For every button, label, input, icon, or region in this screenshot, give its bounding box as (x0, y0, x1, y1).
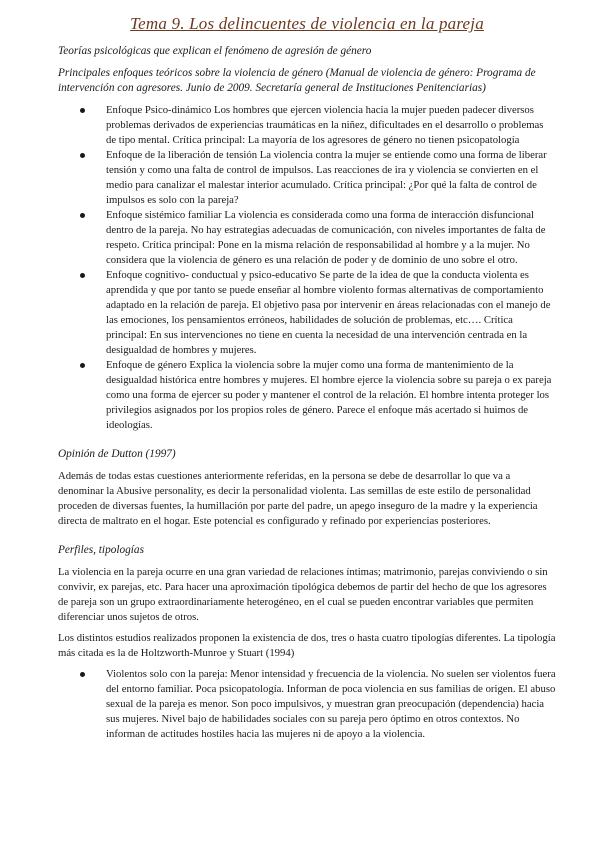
bullet-icon (80, 672, 85, 677)
bullet-icon (80, 363, 85, 368)
list-item: Enfoque sistémico familiar La violencia es considerada como una forma de interacción disfuncional dentro de la pareja. No hay estrategias adecuadas de comunicación, con niveles importantes de falta de respeto. Crítica principal: Pone en la misma relación de responsabilidad al hombre y a la mujer. No considera que la violencia de género es una relación de poder y de dominio de uno sobre el otro. (106, 208, 556, 268)
list-item: Enfoque cognitivo- conductual y psico-educativo Se parte de la idea de que la conducta violenta es aprendida y que por tanto se puede enseñar al hombre violento formas alternativas de comportamiento adaptado en la relación de pareja. El objetivo pasa por intervenir en áreas relacionadas con el manejo de las emociones, los pensamientos erróneos, habilidades de solución de problemas, etc…. Crítica principal: En sus intervenciones no tiene en cuenta la necesidad de una intervención centrada en la desigualdad de hombres y mujeres. (106, 268, 556, 358)
list-item: Enfoque de género Explica la violencia sobre la mujer como una forma de mantenimiento de la desigualdad histórica entre hombres y mujeres. El hombre ejerce la violencia sobre su pareja o ex pareja como una forma de ejercer su poder y mantener el control de la relación. El hombre intenta proteger los privilegios asignados por los propios roles de género. Parece el enfoque más acertado si huimos de ideologías. (106, 358, 556, 433)
profiles-heading: Perfiles, tipologías (58, 544, 144, 556)
bullet-icon (80, 273, 85, 278)
profiles-paragraph-2: Los distintos estudios realizados proponen la existencia de dos, tres o hasta cuatro tipologías diferentes. La tipología más citada es la de Holtzworth-Munroe y Stuart (1994) (58, 632, 556, 659)
page-title: Tema 9. Los delincuentes de violencia en la pareja (130, 14, 484, 33)
dutton-paragraph: Además de todas estas cuestiones anteriormente referidas, en la persona se debe de desarrollar lo que va a denominar la Abusive personality, es decir la personalidad violenta. Las semillas de este estilo de personalidad proceden de diversas fuentes, la humillación por parte del padre, un apego inseguro de la madre y la experiencia directa de maltrato en el hogar. Este potencial es configurado y refinado por experiencias posteriores. (58, 470, 538, 527)
source-heading: Principales enfoques teóricos sobre la violencia de género (Manual de violencia de género: Programa de intervención con agresores. Junio de 2009. Secretaría general de Instituciones Penitenciarias) (58, 67, 536, 94)
dutton-heading: Opinión de Dutton (1997) (58, 448, 176, 460)
bullet-icon (80, 108, 85, 113)
bullet-icon (80, 213, 85, 218)
list-item: Enfoque Psico-dinámico Los hombres que ejercen violencia hacia la mujer pueden padecer diversos problemas derivados de experiencias traumáticas en la niñez, dificultades en el desarrollo o problemas de tipo mental. Crítica principal: La mayoría de los agresores de género no tienen psicopatología (106, 103, 556, 148)
list-item: Enfoque de la liberación de tensión La violencia contra la mujer se entiende como una forma de liberar tensión y como una falta de control de impulsos. Las reacciones de ira y violencia se convierten en el medio para canalizar el malestar interior acumulado. Crítica principal: ¿Por qué la falta de control de impulsos es solo con la pareja? (106, 148, 556, 208)
bullet-icon (80, 153, 85, 158)
profiles-paragraph-1: La violencia en la pareja ocurre en una gran variedad de relaciones íntimas; matrimonio, parejas conviviendo o sin convivir, ex parejas, etc. Para hacer una aproximación tipológica debemos de partir del hecho de que los agresores de pareja son un grupo extraordinariamente heterogéneo, en el cual se pueden encontrar variables que permiten diferenciar unos sujetos de otros. (58, 566, 548, 623)
typologies-list (58, 667, 556, 742)
approaches-list (58, 103, 556, 433)
list-item: Violentos solo con la pareja: Menor intensidad y frecuencia de la violencia. No suelen ser violentos fuera del entorno familiar. Poca psicopatología. Informan de poca violencia en sus familias de origen. El abuso sexual de la pareja es menor. Son poco impulsivos, y muestran gran preocupación (dependencia) hacia sus mujeres. Nivel bajo de habilidades sociales con su pareja pero óptimo en otros contextos. No informan de actitudes hostiles hacia las mujeres ni de apoyo a la violencia. (106, 667, 556, 742)
section-subtitle: Teorías psicológicas que explican el fenómeno de agresión de género (58, 45, 372, 57)
